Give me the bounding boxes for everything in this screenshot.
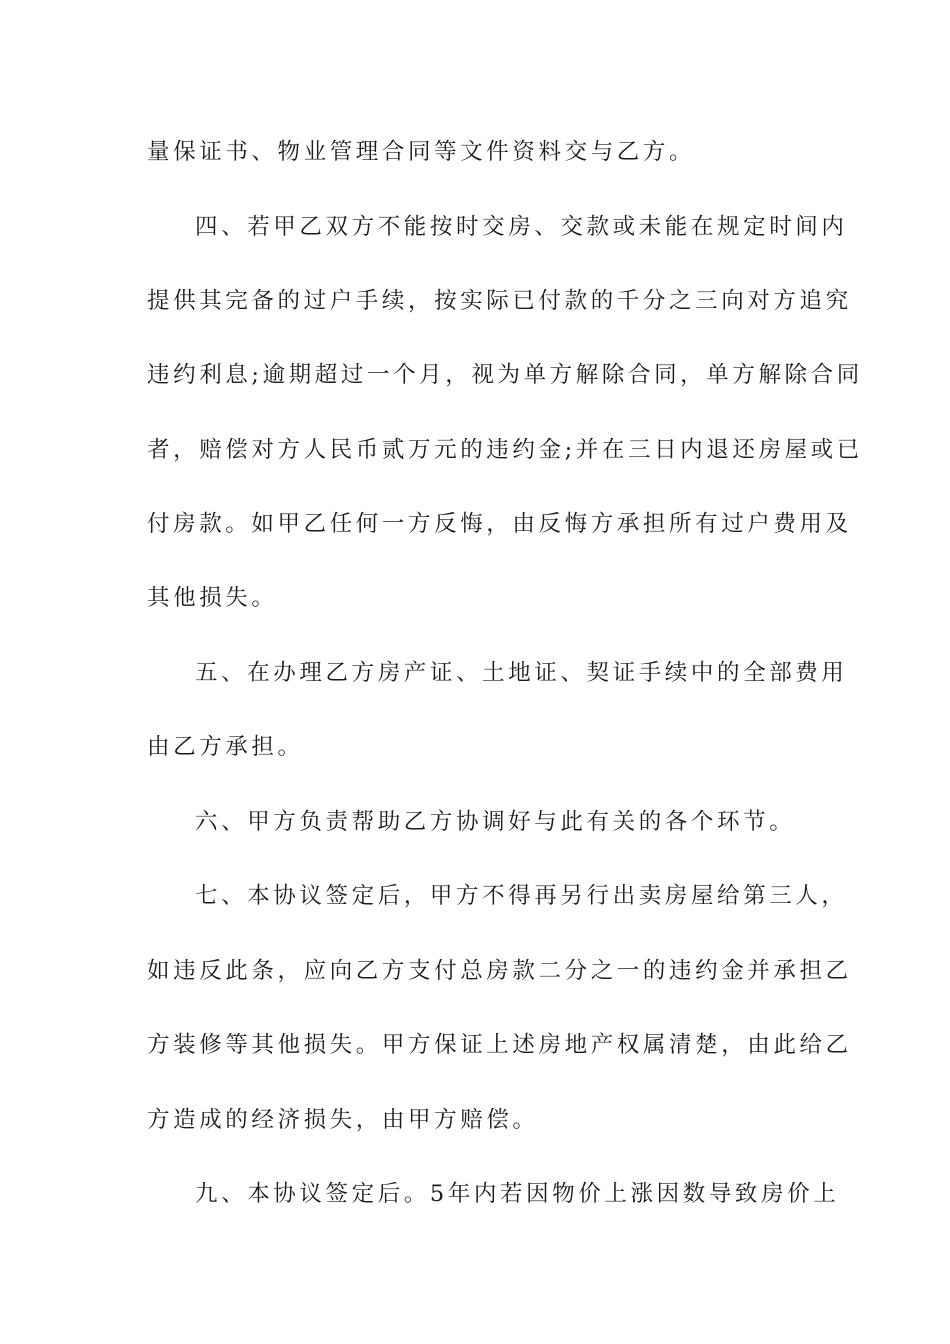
text-line: 如违反此条，应向乙方支付总房款二分之一的违约金并承担乙 bbox=[147, 958, 852, 984]
clause-9-start: 九、本协议签定后。5年内若因物价上涨因数导致房价上 bbox=[195, 1181, 840, 1207]
text-line: 付房款。如甲乙任何一方反悔，由反悔方承担所有过户费用及 bbox=[147, 511, 852, 537]
clause-6: 六、甲方负责帮助乙方协调好与此有关的各个环节。 bbox=[195, 809, 796, 835]
text-line: 量保证书、物业管理合同等文件资料交与乙方。 bbox=[147, 139, 696, 165]
text-line: 提供其完备的过户手续，按实际已付款的千分之三向对方追究 bbox=[147, 288, 852, 314]
text-line: 由乙方承担。 bbox=[147, 734, 304, 760]
clause-5-start: 五、在办理乙方房产证、土地证、契证手续中的全部费用 bbox=[195, 660, 848, 686]
clause-7-start: 七、本协议签定后，甲方不得再另行出卖房屋给第三人， bbox=[195, 883, 848, 909]
clause-4-start: 四、若甲乙双方不能按时交房、交款或未能在规定时间内 bbox=[195, 214, 848, 240]
text-line: 违约利息;逾期超过一个月，视为单方解除合同，单方解除合同 bbox=[147, 362, 863, 388]
text-line: 其他损失。 bbox=[147, 585, 278, 611]
text-line: 方造成的经济损失，由甲方赔偿。 bbox=[147, 1107, 539, 1133]
text-line: 者，赔偿对方人民币贰万元的违约金;并在三日内退还房屋或已 bbox=[147, 437, 863, 463]
text-line: 方装修等其他损失。甲方保证上述房地产权属清楚，由此给乙 bbox=[147, 1032, 852, 1058]
